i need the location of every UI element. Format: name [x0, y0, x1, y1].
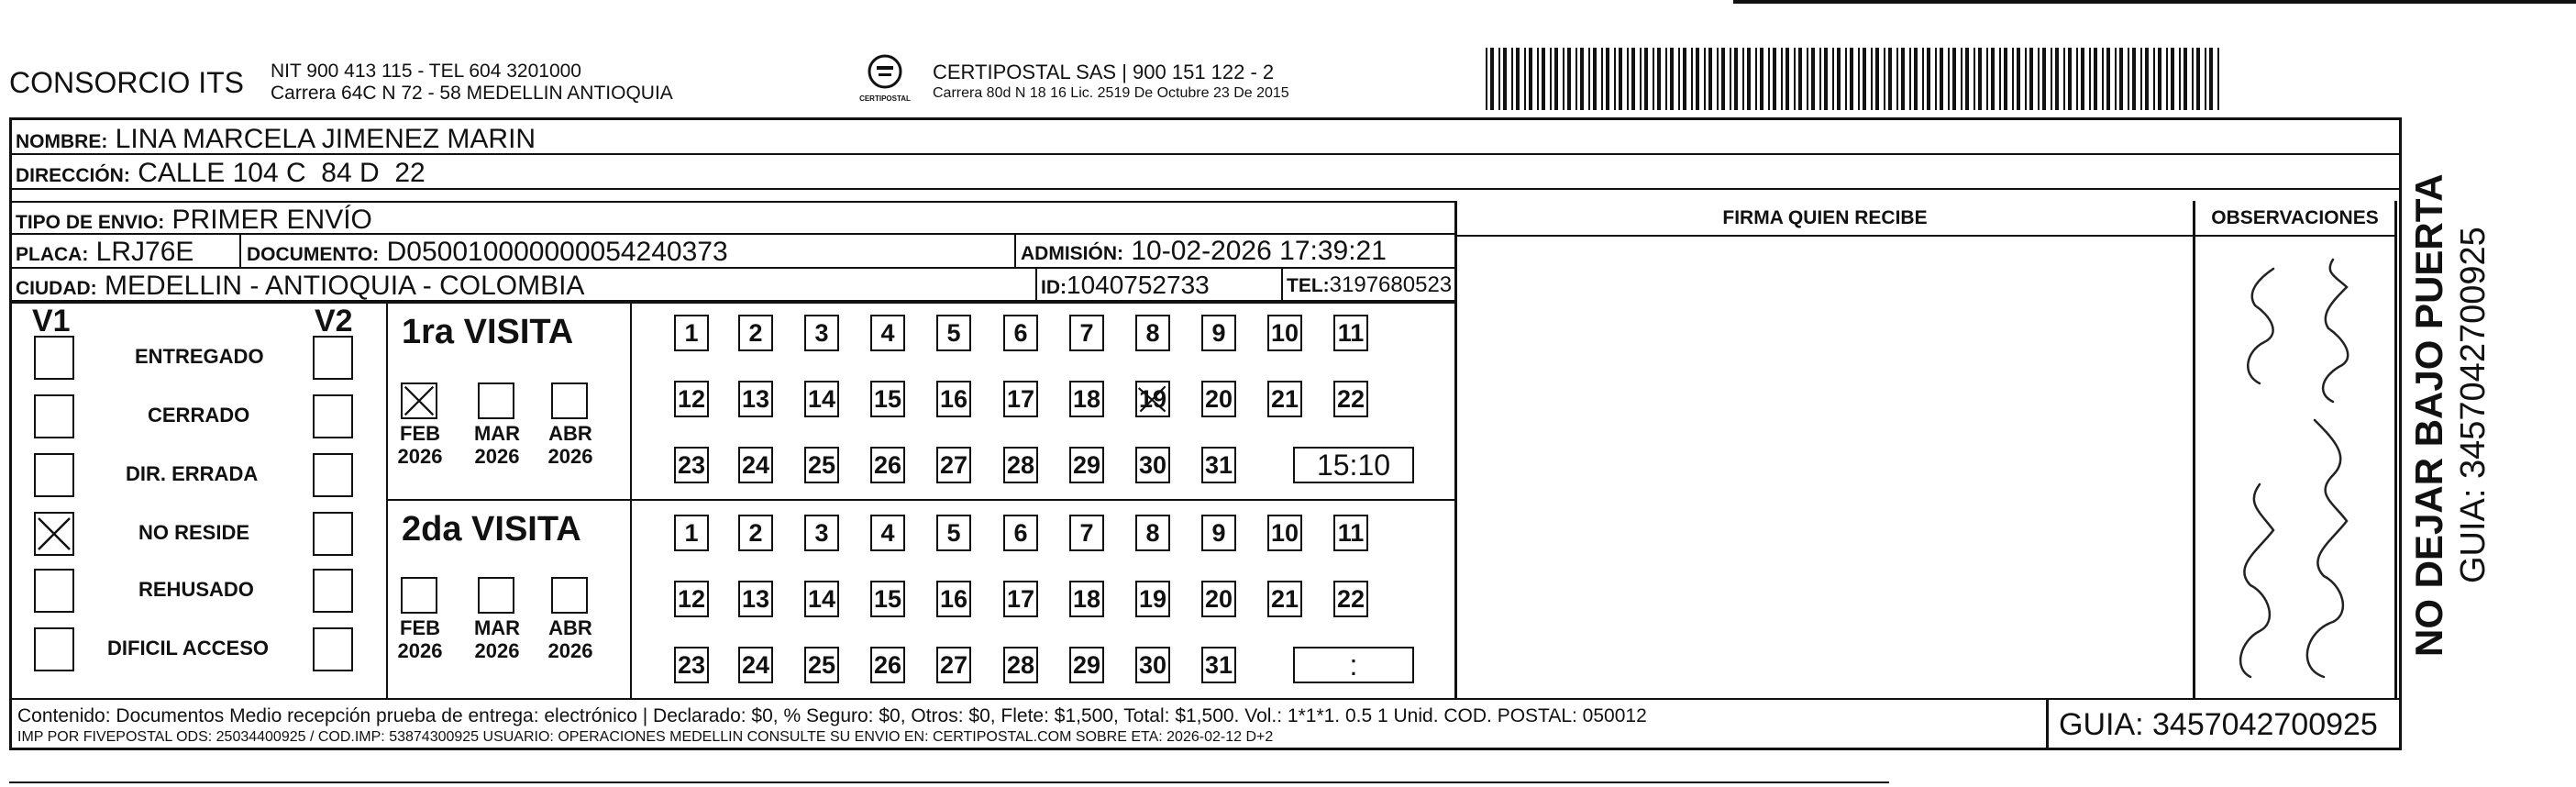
- admision-value: 10-02-2026 17:39:21: [1131, 236, 1387, 266]
- admision-label: ADMISIÓN:: [1021, 243, 1123, 264]
- first-day-14[interactable]: 14: [804, 381, 839, 417]
- second-day-9[interactable]: 9: [1201, 515, 1236, 551]
- footer-guia: GUIA: 3457042700925: [2059, 707, 2378, 742]
- id-label: ID:: [1041, 277, 1067, 298]
- month-name: ABR: [548, 616, 592, 639]
- month-name: FEB: [400, 616, 440, 639]
- second-day-24[interactable]: 24: [738, 647, 773, 683]
- row-tipo-envio: [12, 201, 1454, 235]
- month-year: 2026: [474, 445, 520, 468]
- second-day-15[interactable]: 15: [870, 581, 905, 617]
- first-day-8[interactable]: 8: [1135, 315, 1170, 351]
- admision-cell: [1021, 236, 1387, 267]
- second-day-17[interactable]: 17: [1003, 581, 1038, 617]
- tel-label: TEL:: [1287, 275, 1330, 296]
- first-day-1[interactable]: 1: [674, 315, 709, 351]
- first-day-25[interactable]: 25: [804, 447, 839, 483]
- second-month-feb-label: [388, 616, 452, 662]
- second-day-2[interactable]: 2: [738, 515, 773, 551]
- first-day-27[interactable]: 27: [936, 447, 971, 483]
- first-month-abr-label: [538, 422, 603, 468]
- row-ciudad: [12, 269, 1454, 302]
- second-day-23[interactable]: 23: [674, 647, 709, 683]
- first-day-15[interactable]: 15: [870, 381, 905, 417]
- motivo-label: ENTREGADO: [135, 345, 264, 368]
- month-name: ABR: [548, 422, 592, 445]
- second-day-29[interactable]: 29: [1069, 647, 1104, 683]
- first-day-22[interactable]: 22: [1333, 381, 1368, 417]
- first-day-21[interactable]: 21: [1267, 381, 1302, 417]
- barcode: [1486, 48, 2219, 110]
- first-day-31[interactable]: 31: [1201, 447, 1236, 483]
- v2-checkbox-entregado[interactable]: [313, 336, 353, 380]
- v1-checkbox-dificil-acceso[interactable]: [34, 627, 74, 671]
- month-year: 2026: [397, 639, 443, 662]
- motivo-label: DIFICIL ACCESO: [107, 637, 270, 660]
- first-month-feb-checkbox[interactable]: [401, 382, 437, 419]
- observaciones-label: OBSERVACIONES: [2211, 207, 2379, 228]
- company-address: Carrera 64C N 72 - 58 MEDELLIN ANTIOQUIA: [271, 83, 673, 104]
- second-month-abr-checkbox[interactable]: [551, 577, 588, 614]
- first-day-2[interactable]: 2: [738, 315, 773, 351]
- footer-line2: IMP POR FIVEPOSTAL ODS: 25034400925 / COD.IMP: 53874300925 USUARIO: OPERACIONES MEDELLIN CONSULTE SU ENVIO EN: CERTIPOSTAL.COM SOBRE ETA: 2026-02-12 D+2: [17, 729, 1274, 745]
- documento-label: DOCUMENTO:: [247, 244, 380, 265]
- tel-divider: [1281, 269, 1283, 302]
- motivo-label: NO RESIDE: [138, 521, 250, 544]
- second-day-27[interactable]: 27: [936, 647, 971, 683]
- first-month-mar-label: [465, 422, 529, 468]
- second-day-4[interactable]: 4: [870, 515, 905, 551]
- first-day-18[interactable]: 18: [1069, 381, 1104, 417]
- day-number: 19: [1138, 385, 1167, 413]
- top-border-line: [1733, 0, 2576, 4]
- month-year: 2026: [547, 639, 593, 662]
- first-month-feb-label: [388, 422, 452, 468]
- certipostal-info: [933, 61, 1289, 103]
- v2-label: V2: [315, 304, 353, 338]
- v1-checkbox-rehusado[interactable]: [34, 569, 74, 613]
- month-name: FEB: [400, 422, 440, 445]
- second-month-mar-checkbox[interactable]: [478, 577, 514, 614]
- certipostal-line1: CERTIPOSTAL SAS | 900 151 122 - 2: [933, 61, 1275, 83]
- placa-label: PLACA:: [16, 244, 89, 265]
- first-time-box[interactable]: 15:10: [1293, 447, 1414, 483]
- x-mark-icon: [36, 514, 72, 554]
- v1-label: V1: [32, 304, 71, 338]
- observaciones-handwriting: [2195, 237, 2394, 695]
- row-nombre: [12, 120, 2399, 155]
- second-day-3[interactable]: 3: [804, 515, 839, 551]
- first-day-26[interactable]: 26: [870, 447, 905, 483]
- second-day-18[interactable]: 18: [1069, 581, 1104, 617]
- side-no-dejar: NO DEJAR BAJO PUERTA: [2407, 173, 2450, 657]
- footer-top-line: [12, 698, 2399, 700]
- v1-checkbox-entregado[interactable]: [34, 336, 74, 380]
- second-day-7[interactable]: 7: [1069, 515, 1104, 551]
- second-day-30[interactable]: 30: [1135, 647, 1170, 683]
- placa-divider: [239, 235, 241, 269]
- first-day-7[interactable]: 7: [1069, 315, 1104, 351]
- documento-value: D050010000000054240373: [386, 237, 728, 267]
- certipostal-logo-text: CERTIPOSTAL: [859, 94, 911, 103]
- v2-checkbox-cerrado[interactable]: [313, 394, 353, 438]
- second-day-1[interactable]: 1: [674, 515, 709, 551]
- first-month-mar-checkbox[interactable]: [478, 382, 514, 419]
- certipostal-logo-icon: [867, 53, 903, 90]
- row-direccion: [12, 155, 2399, 190]
- first-day-10[interactable]: 10: [1267, 315, 1302, 351]
- second-day-12[interactable]: 12: [674, 581, 709, 617]
- id-cell: [1041, 271, 1210, 300]
- v2-checkbox-rehusado[interactable]: [313, 569, 353, 613]
- second-day-21[interactable]: 21: [1267, 581, 1302, 617]
- second-day-10[interactable]: 10: [1267, 515, 1302, 551]
- side-guia: GUIA: 3457042700925: [2454, 227, 2493, 583]
- x-mark-icon: [403, 384, 436, 417]
- ciudad-value: MEDELLIN - ANTIOQUIA - COLOMBIA: [105, 271, 585, 301]
- tel-cell: [1287, 272, 1452, 298]
- visits-top-line: [12, 302, 1454, 304]
- second-day-6[interactable]: 6: [1003, 515, 1038, 551]
- second-day-26[interactable]: 26: [870, 647, 905, 683]
- second-month-mar-label: [465, 616, 529, 662]
- bottom-edge-line: [9, 781, 1889, 783]
- first-day-24[interactable]: 24: [738, 447, 773, 483]
- id-value: 1040752733: [1067, 271, 1210, 299]
- first-day-5[interactable]: 5: [936, 315, 971, 351]
- shipping-form: [9, 117, 2402, 750]
- direccion-value: CALLE 104 C 84 D 22: [138, 158, 426, 188]
- second-day-14[interactable]: 14: [804, 581, 839, 617]
- documento-cell: [247, 237, 728, 268]
- first-day-20[interactable]: 20: [1201, 381, 1236, 417]
- v1-checkbox-dir-errada[interactable]: [34, 453, 74, 497]
- first-day-30[interactable]: 30: [1135, 447, 1170, 483]
- v2-checkbox-no-reside[interactable]: [313, 512, 353, 556]
- v2-checkbox-dificil-acceso[interactable]: [313, 627, 353, 671]
- second-day-20[interactable]: 20: [1201, 581, 1236, 617]
- motivo-label: REHUSADO: [138, 578, 254, 601]
- company-info: [271, 61, 673, 105]
- second-day-13[interactable]: 13: [738, 581, 773, 617]
- company-name: CONSORCIO ITS: [9, 66, 245, 99]
- firma-column-left-border: [1454, 201, 1457, 698]
- visits-middle-line: [386, 499, 1454, 501]
- certipostal-line2: Carrera 80d N 18 16 Lic. 2519 De Octubre 23 De 2015: [933, 85, 1289, 101]
- admision-divider: [1014, 235, 1016, 269]
- month-name: MAR: [473, 422, 521, 445]
- month-year: 2026: [397, 445, 443, 468]
- first-day-16[interactable]: 16: [936, 381, 971, 417]
- footer-line1: Contenido: Documentos Medio recepción prueba de entrega: electrónico | Declarado: $0, % Seguro: $0, Otros: $0, Flete: $1,500, Total: $1,500. Vol.: 1*1*1. 0.5 1 Unid. COD. POSTAL: 050012: [17, 705, 1647, 726]
- motivo-label: DIR. ERRADA: [126, 462, 259, 485]
- second-day-8[interactable]: 8: [1135, 515, 1170, 551]
- first-day-13[interactable]: 13: [738, 381, 773, 417]
- tipo-envio-value: PRIMER ENVÍO: [171, 205, 372, 235]
- second-time-box[interactable]: :: [1293, 647, 1414, 683]
- first-day-3[interactable]: 3: [804, 315, 839, 351]
- second-day-5[interactable]: 5: [936, 515, 971, 551]
- certipostal-logo: [857, 53, 912, 108]
- placa-value: LRJ76E: [95, 237, 194, 267]
- v1-checkbox-no-reside[interactable]: [34, 512, 74, 556]
- first-day-11[interactable]: 11: [1333, 315, 1368, 351]
- first-day-19[interactable]: [1135, 381, 1170, 417]
- v2-checkbox-dir-errada[interactable]: [313, 453, 353, 497]
- nombre-label: NOMBRE:: [16, 131, 108, 152]
- observaciones-column-right-border: [2394, 201, 2397, 698]
- ciudad-label: CIUDAD:: [16, 278, 97, 299]
- second-day-22[interactable]: 22: [1333, 581, 1368, 617]
- first-day-29[interactable]: 29: [1069, 447, 1104, 483]
- first-day-6[interactable]: 6: [1003, 315, 1038, 351]
- month-year: 2026: [474, 639, 520, 662]
- first-visit-title: 1ra VISITA: [402, 313, 574, 351]
- v1-checkbox-cerrado[interactable]: [34, 394, 74, 438]
- nombre-value: LINA MARCELA JIMENEZ MARIN: [115, 124, 536, 154]
- first-day-9[interactable]: 9: [1201, 315, 1236, 351]
- month-name: MAR: [473, 616, 521, 639]
- first-day-12[interactable]: 12: [674, 381, 709, 417]
- first-day-23[interactable]: 23: [674, 447, 709, 483]
- second-month-abr-label: [538, 616, 603, 662]
- second-visit-title: 2da VISITA: [402, 510, 581, 549]
- company-nit: NIT 900 413 115 - TEL 604 3201000: [271, 61, 581, 82]
- tel-value: 3197680523: [1329, 272, 1453, 297]
- second-day-11[interactable]: 11: [1333, 515, 1368, 551]
- direccion-label: DIRECCIÓN:: [16, 165, 130, 186]
- tipo-envio-label: TIPO DE ENVIO:: [16, 212, 165, 233]
- second-day-19[interactable]: 19: [1135, 581, 1170, 617]
- month-year: 2026: [547, 445, 593, 468]
- id-divider: [1035, 269, 1037, 302]
- second-month-feb-checkbox[interactable]: [401, 577, 437, 614]
- second-day-31[interactable]: 31: [1201, 647, 1236, 683]
- second-day-25[interactable]: 25: [804, 647, 839, 683]
- firma-label: FIRMA QUIEN RECIBE: [1722, 207, 1928, 228]
- first-day-17[interactable]: 17: [1003, 381, 1038, 417]
- first-month-abr-checkbox[interactable]: [551, 382, 588, 419]
- second-day-16[interactable]: 16: [936, 581, 971, 617]
- first-day-28[interactable]: 28: [1003, 447, 1038, 483]
- second-day-28[interactable]: 28: [1003, 647, 1038, 683]
- first-day-4[interactable]: 4: [870, 315, 905, 351]
- motivo-label: CERRADO: [148, 404, 250, 427]
